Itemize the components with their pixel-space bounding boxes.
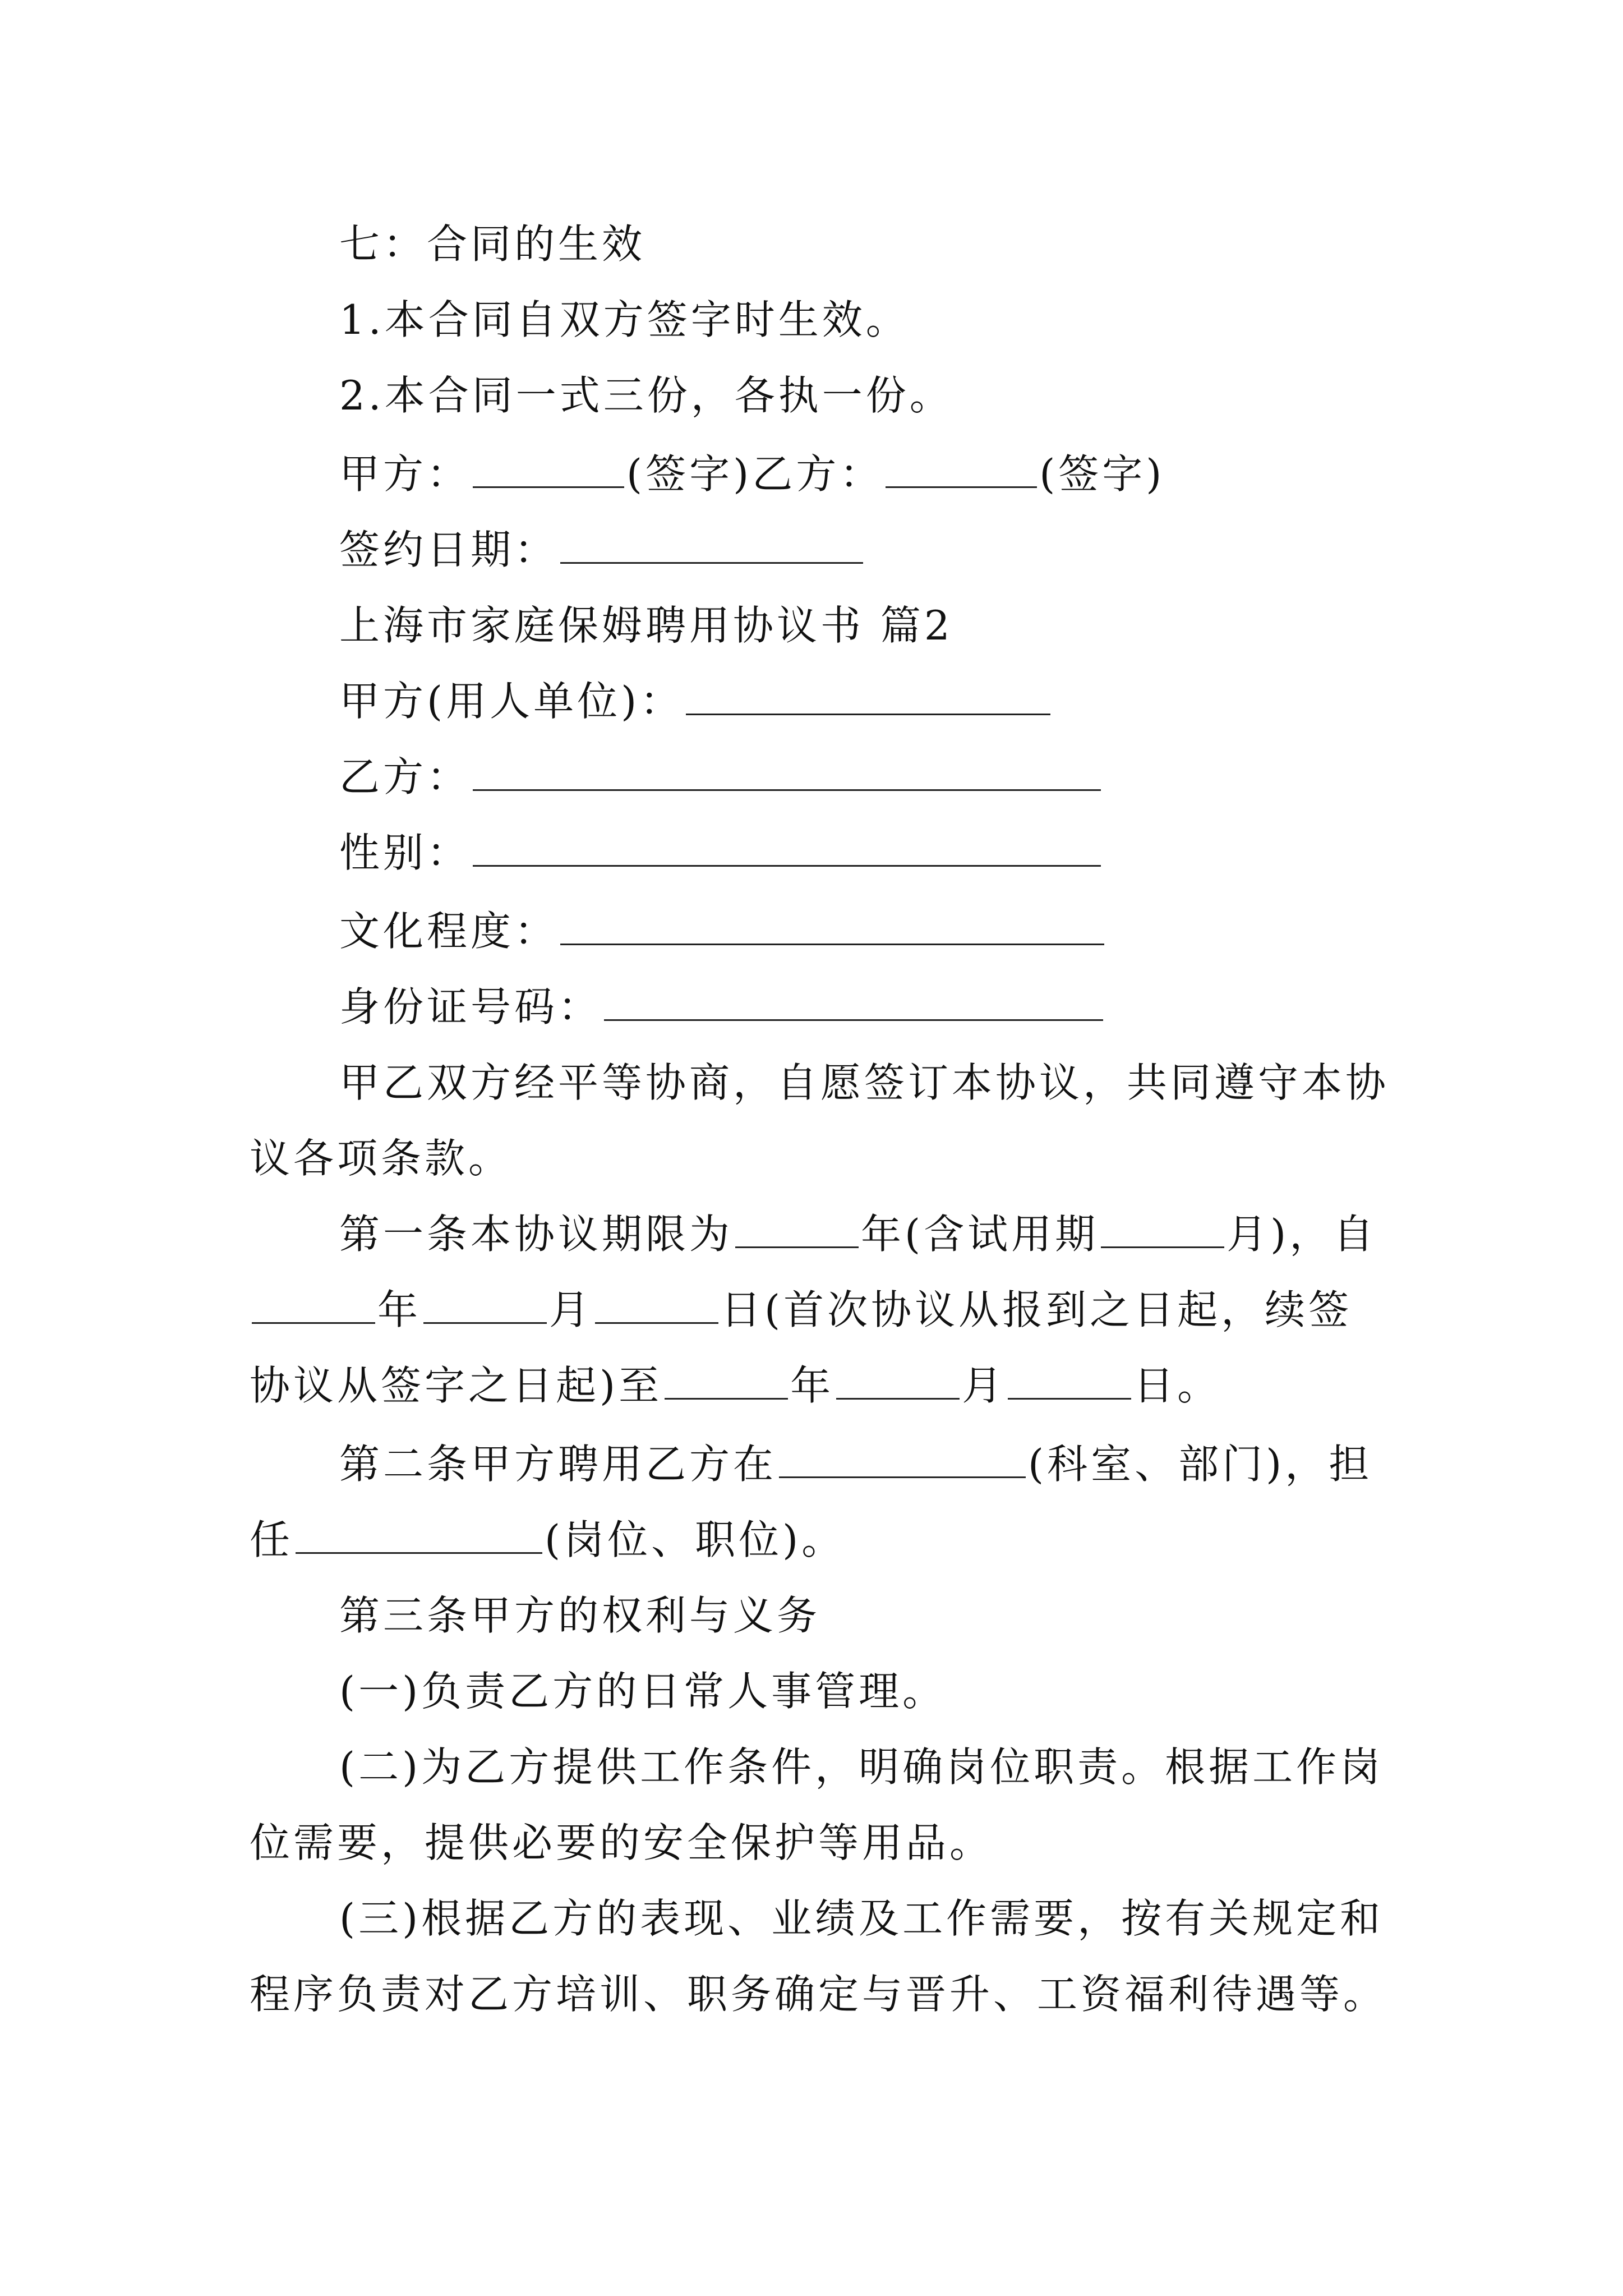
position-blank[interactable] — [296, 1513, 542, 1554]
sign-date-label: 签约日期： — [339, 526, 559, 573]
department-blank[interactable] — [779, 1437, 1026, 1478]
article-2-line-1 — [339, 1436, 1372, 1492]
end-year-blank[interactable] — [665, 1359, 788, 1400]
art1-text: 协议从签字之日起)至 — [250, 1362, 663, 1409]
article-1-line-2 — [250, 1282, 1352, 1338]
start-year-blank[interactable] — [252, 1283, 375, 1324]
party-a-signature-blank[interactable] — [473, 447, 624, 488]
party-b-line — [339, 749, 1103, 805]
article-3-item-3-line-2: 程序负责对乙方培训、职务确定与晋升、工资福利待遇等。 — [250, 1971, 1387, 2018]
clause-2: 2.本合同一式三份，各执一份。 — [339, 372, 953, 419]
signature-line — [339, 446, 1165, 502]
clause-1: 1.本合同自双方签字时生效。 — [339, 296, 910, 343]
art1-text: 月 — [962, 1362, 1006, 1409]
party-b-blank[interactable] — [473, 750, 1101, 791]
id-label: 身份证号码： — [339, 983, 602, 1030]
party-b-signature-blank[interactable] — [886, 447, 1037, 488]
sign-label: (签字) — [1039, 450, 1165, 498]
section-title: 七：合同的生效 — [339, 220, 646, 268]
years-blank[interactable] — [735, 1207, 859, 1248]
gender-blank[interactable] — [473, 826, 1101, 867]
gender-line — [339, 825, 1103, 881]
article-2-line-2 — [250, 1512, 845, 1568]
article-3-item-1: (一)负责乙方的日常人事管理。 — [339, 1668, 947, 1715]
art2-text: (科室、部门)，担 — [1028, 1441, 1373, 1488]
art2-text: 任 — [250, 1516, 294, 1563]
party-b-label: (签字)乙方： — [626, 450, 884, 498]
end-day-blank[interactable] — [1008, 1359, 1131, 1400]
art1-text: 日(首次协议从报到之日起，续签 — [721, 1286, 1353, 1333]
intro-line-2: 议各项条款。 — [250, 1135, 513, 1182]
gender-label: 性别： — [339, 829, 471, 876]
party-a-unit-blank[interactable] — [686, 674, 1050, 715]
art1-text: 日。 — [1133, 1362, 1221, 1409]
party-a-unit-label: 甲方(用人单位)： — [339, 678, 684, 725]
article-3-item-2-line-1: (二)为乙方提供工作条件，明确岗位职责。根据工作岗 — [339, 1743, 1384, 1791]
party-a-line — [339, 673, 1053, 729]
article-3-item-2-line-2: 位需要，提供必要的安全保护等用品。 — [250, 1819, 994, 1866]
art1-text: 年 — [790, 1362, 834, 1409]
art1-text: 月 — [549, 1286, 593, 1333]
party-a-label: 甲方： — [339, 450, 471, 498]
sign-date-line — [339, 522, 865, 578]
id-line — [339, 979, 1105, 1035]
doc2-title: 上海市家庭保姆聘用协议书 篇2 — [339, 602, 953, 649]
art1-text: 年(含试用期 — [861, 1211, 1099, 1258]
party-b-label: 乙方： — [339, 753, 471, 800]
art1-text: 第一条本协议期限为 — [339, 1211, 734, 1258]
education-line — [339, 903, 1106, 959]
art1-text: 月)，自 — [1227, 1211, 1377, 1258]
sign-date-blank[interactable] — [560, 523, 863, 564]
id-blank[interactable] — [604, 980, 1103, 1021]
article-3-item-3-line-1: (三)根据乙方的表现、业绩及工作需要，按有关规定和 — [339, 1895, 1384, 1942]
start-month-blank[interactable] — [423, 1283, 547, 1324]
intro-line-1: 甲乙双方经平等协商，自愿签订本协议，共同遵守本协 — [339, 1059, 1390, 1106]
end-month-blank[interactable] — [836, 1359, 960, 1400]
art2-text: (岗位、职位)。 — [545, 1516, 846, 1563]
education-label: 文化程度： — [339, 908, 559, 955]
education-blank[interactable] — [560, 904, 1104, 945]
start-day-blank[interactable] — [595, 1283, 718, 1324]
probation-months-blank[interactable] — [1101, 1207, 1224, 1248]
article-3-title: 第三条甲方的权利与义务 — [339, 1592, 821, 1639]
art2-text: 第二条甲方聘用乙方在 — [339, 1441, 777, 1488]
article-1-line-1 — [339, 1206, 1377, 1262]
art1-text: 年 — [377, 1286, 422, 1333]
article-1-line-3 — [250, 1358, 1221, 1414]
